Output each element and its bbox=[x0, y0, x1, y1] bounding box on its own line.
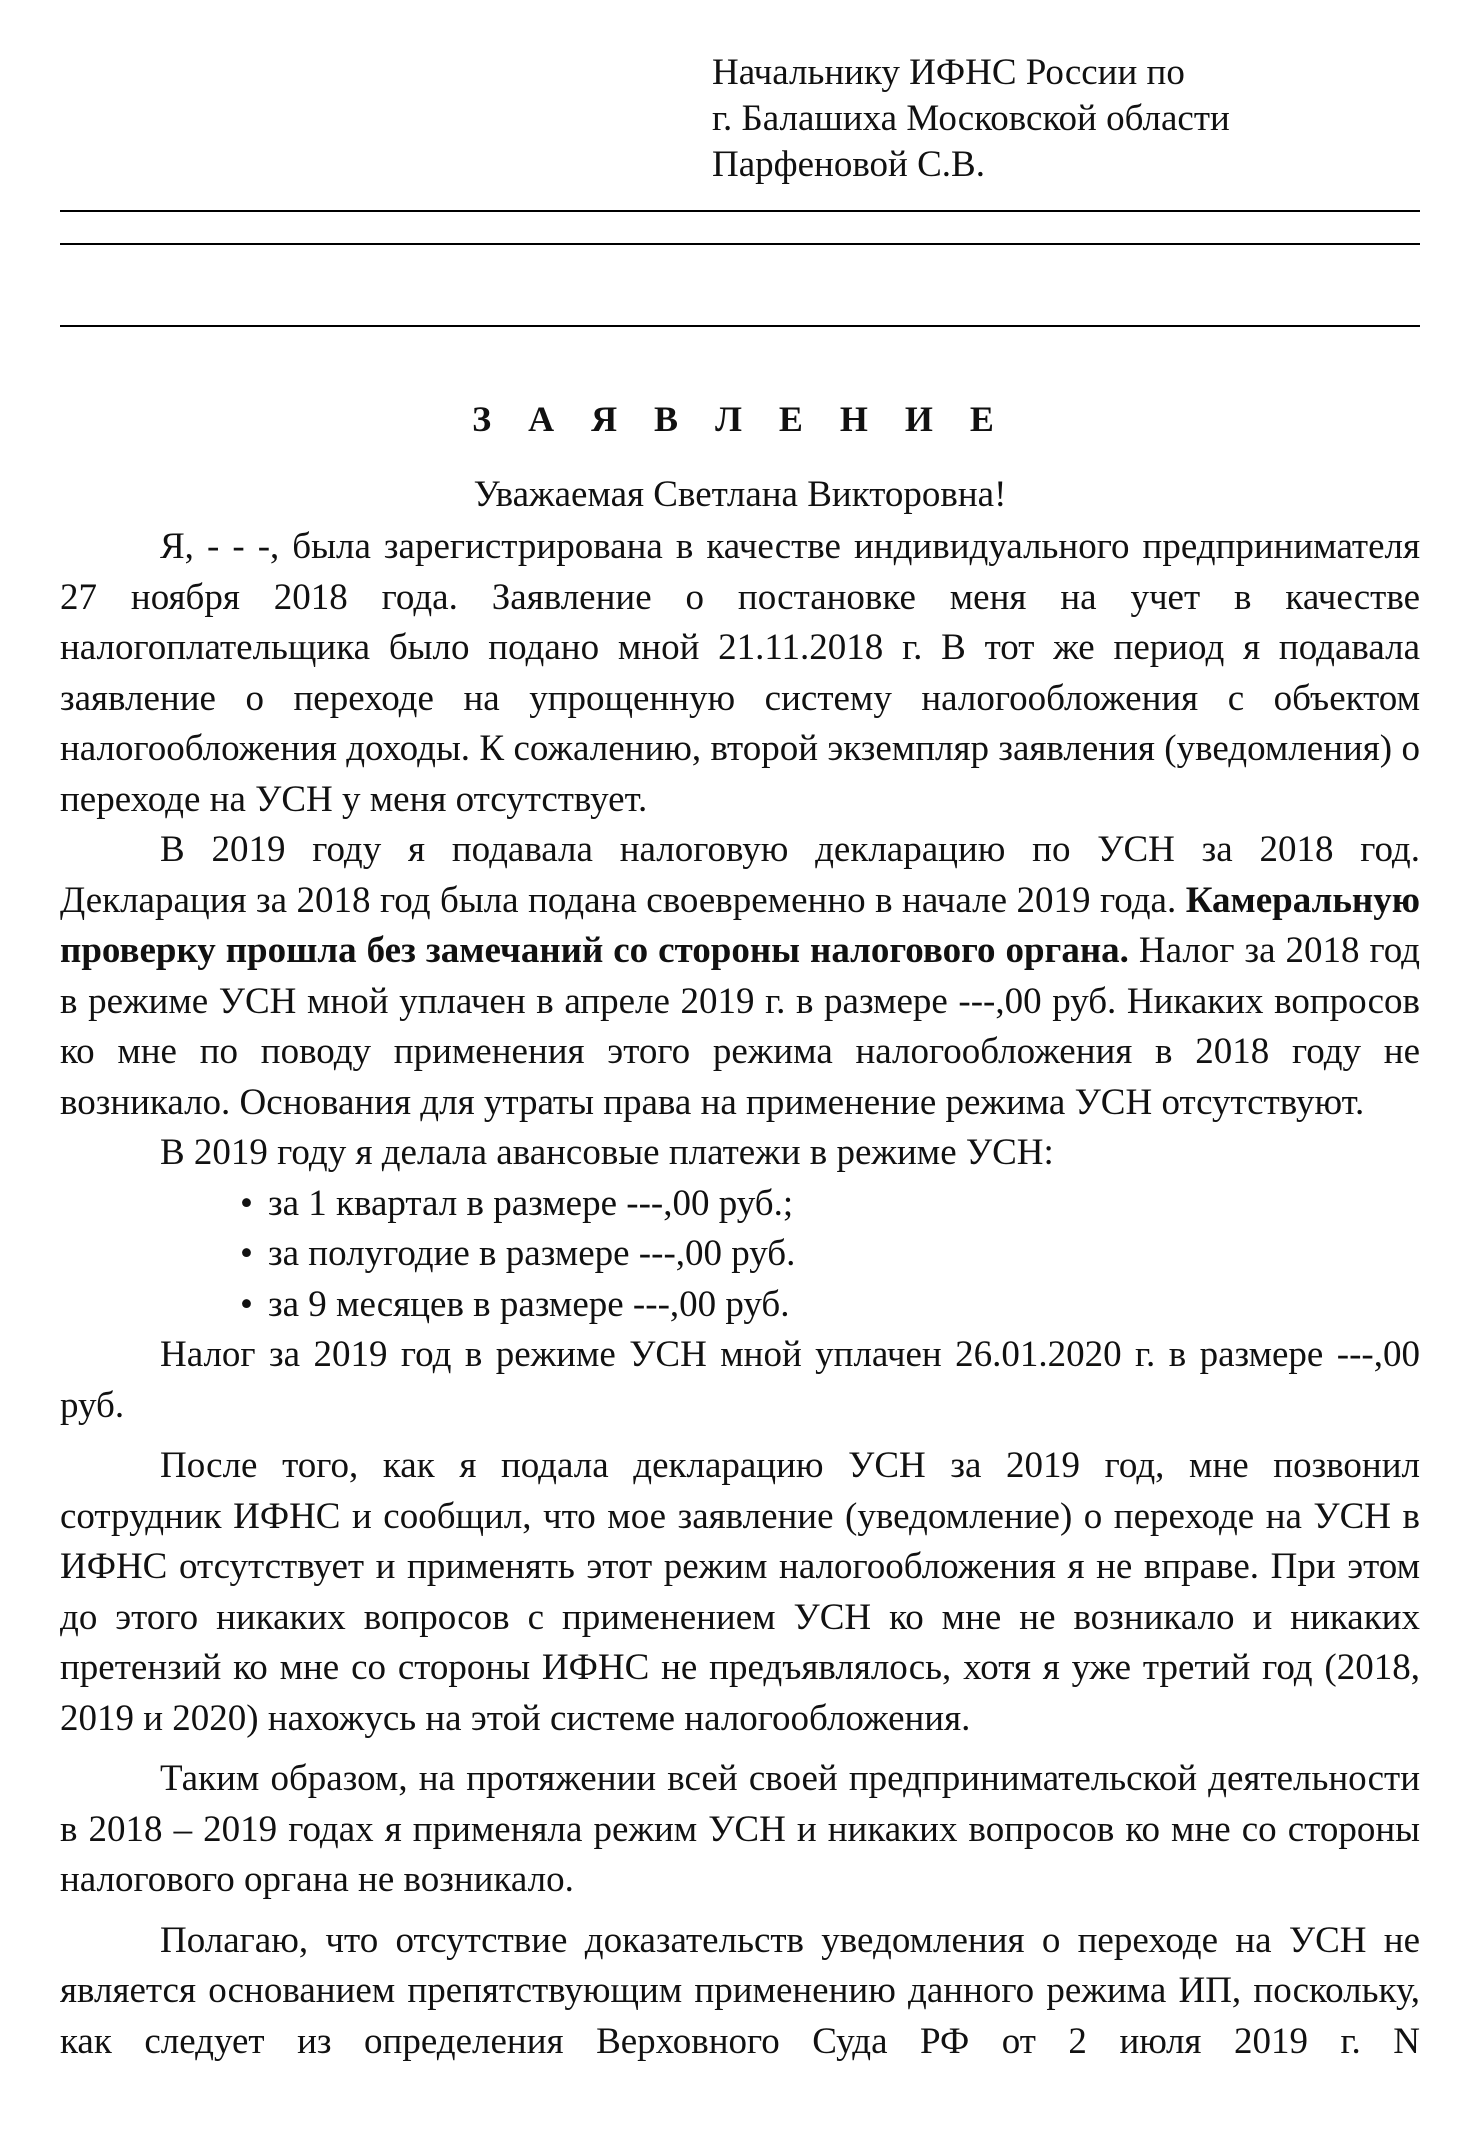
list-item-text: за полугодие в размере ---,00 руб. bbox=[268, 1233, 796, 1274]
list-item bbox=[240, 1179, 1420, 1230]
document-body bbox=[60, 522, 1420, 2067]
document-title: З А Я В Л Е Н И Е bbox=[472, 399, 1008, 439]
addressee-block bbox=[712, 50, 1412, 188]
paragraph-declaration-bold: Камеральную проверку прошла без замечаний со стороны налогового органа. bbox=[60, 879, 1420, 971]
list-item bbox=[240, 1229, 1420, 1280]
blank-line-2 bbox=[60, 243, 1420, 245]
paragraph-supreme-court: Полагаю, что отсутствие доказательств уведомления о переходе на УСН не является основанием препятствующим применению данного режима ИП, поскольку, как следует из определения Верховного Суда РФ от 2 июля 2019 г. N bbox=[60, 1919, 1420, 2062]
addressee-line-3: Парфеновой С.В. bbox=[712, 144, 985, 185]
paragraph-declaration bbox=[60, 825, 1420, 1128]
paragraph-ifns-call: После того, как я подала декларацию УСН за 2019 год, мне позвонил сотрудник ИФНС и сообщил, что мое заявление (уведомление) о переходе на УСН в ИФНС отсутствует и применять этот режим налогообложения я не вправе. При этом до этого никаких вопросов с применением УСН ко мне не возникало и никаких претензий ко мне со стороны ИФНС не предъявлялось, хотя я уже третий год (2018, 2019 и 2020) нахожусь на этой системе налогообложения. bbox=[60, 1445, 1420, 1739]
bullet-icon: • bbox=[240, 1182, 253, 1224]
paragraph-advance-payments: В 2019 году я делала авансовые платежи в режиме УСН: bbox=[160, 1132, 1054, 1173]
list-item-text: за 9 месяцев в размере ---,00 руб. bbox=[268, 1283, 790, 1325]
paragraph-declaration-end: Налог за 2018 год в режиме УСН мной уплачен в апреле 2019 г. в размере ---,00 руб. Никаких вопросов ко мне по поводу применения этого режима налогообложения в 2018 году не возникало. Основания для утраты права на применение режима УСН отсутствуют. bbox=[60, 930, 1420, 1123]
paragraph-conclusion: Таким образом, на протяжении всей своей предпринимательской деятельности в 2018 – 2019 годах я применяла режим УСН и никаких вопросов ко мне со стороны налогового органа не возникало. bbox=[60, 1758, 1420, 1900]
list-item bbox=[240, 1280, 1420, 1331]
bullet-icon: • bbox=[240, 1283, 253, 1325]
paragraph-tax-2019: Налог за 2019 год в режиме УСН мной уплачен 26.01.2020 г. в размере ---,00 руб. bbox=[60, 1334, 1420, 1426]
paragraph-declaration-start: В 2019 году я подавала налоговую декларацию по УСН за 2018 год. Декларация за 2018 год была подана своевременно в начале 2019 года. bbox=[60, 829, 1420, 921]
bullet-icon: • bbox=[240, 1233, 253, 1274]
addressee-line-1: Начальнику ИФНС России по bbox=[712, 52, 1185, 93]
blank-line-1 bbox=[60, 210, 1420, 212]
paragraph-registration: Я, - - -, была зарегистрирована в качестве индивидуального предпринимателя 27 ноября 2018 года. Заявление о постановке меня на учет в качестве налогоплательщика было подано мной 21.11.2018 г. В тот же период я подавала заявление о переходе на упрощенную систему налогообложения с объектом налогообложения доходы. К сожалению, второй экземпляр заявления (уведомления) о переходе на УСН у меня отсутствует. bbox=[60, 526, 1420, 820]
greeting: Уважаемая Светлана Викторовна! bbox=[473, 474, 1007, 515]
addressee-line-2: г. Балашиха Московской области bbox=[712, 98, 1230, 139]
blank-line-3 bbox=[60, 325, 1420, 327]
payments-list bbox=[60, 1179, 1420, 1331]
list-item-text: за 1 квартал в размере ---,00 руб.; bbox=[268, 1182, 794, 1224]
